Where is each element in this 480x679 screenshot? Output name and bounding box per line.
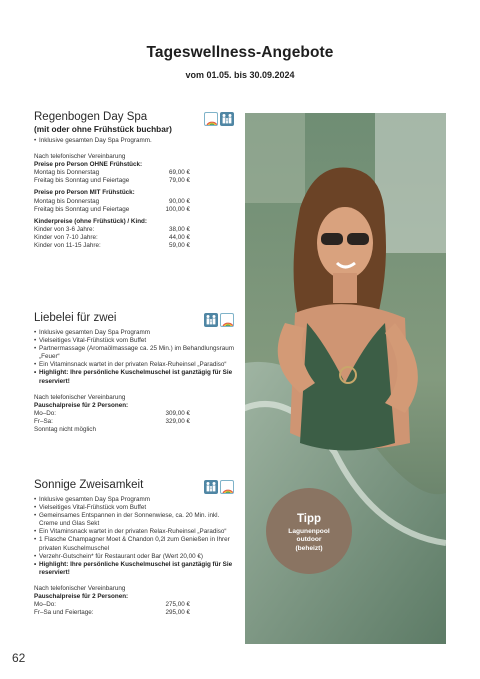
family-icon (204, 480, 218, 494)
section-title: Sonnige Zweisamkeit (34, 479, 144, 491)
price-row: Montag bis Donnerstag 69,00 € (34, 169, 190, 177)
list-item: • Inklusive gesamten Day Spa Programm. (34, 137, 234, 145)
section-title: Liebelei für zwei (34, 312, 117, 324)
tipp-title: Tipp (296, 513, 322, 525)
price-row: Kinder von 11-15 Jahre: 59,00 € (34, 242, 190, 250)
booking-note: Nach telefonischer Vereinbarung (34, 153, 126, 161)
list-item-highlight: • Highlight: Ihre persönliche Kuschelmuschel ist ganztägig für Sie reserviert! (34, 561, 234, 577)
list-item: • Vielseitiges Vital-Frühstück vom Buffet (34, 337, 234, 345)
rainbow-icon (220, 480, 234, 494)
section-icons (204, 112, 234, 126)
feature-list (34, 137, 234, 145)
tipp-badge (266, 488, 352, 574)
list-item: • Verzehr-Gutschein* für Restaurant oder Bar (Wert 20,00 €) (34, 553, 234, 561)
price-heading: Preise pro Person OHNE Frühstück: (34, 161, 143, 169)
family-icon (204, 313, 218, 327)
section-sonnige-zweisamkeit (34, 479, 234, 617)
list-item: • Inklusive gesamten Day Spa Programm (34, 496, 234, 504)
list-item: • Partnermassage (Aromaölmassage ca. 25 Min.) im Behandlungsraum „Feuer“ (34, 345, 234, 361)
rainbow-icon (220, 313, 234, 327)
price-row: Fr–Sa: 329,00 € (34, 417, 190, 425)
price-heading: Kinderpreise (ohne Frühstück) / Kind: (34, 217, 148, 225)
section-icons (204, 313, 234, 327)
section-liebelei-fuer-zwei (34, 312, 234, 434)
booking-note: Nach telefonischer Vereinbarung (34, 584, 126, 592)
page-number: 62 (12, 651, 26, 665)
footnote: Sonntag nicht möglich (34, 426, 96, 434)
price-heading: Pauschalpreise für 2 Personen: (34, 593, 129, 601)
price-row: Kinder von 3-6 Jahre: 38,00 € (34, 225, 190, 233)
price-row: Kinder von 7-10 Jahre: 44,00 € (34, 233, 190, 241)
booking-note: Nach telefonischer Vereinbarung (34, 393, 126, 401)
list-item: • Inklusive gesamten Day Spa Programm (34, 329, 234, 337)
tipp-text: Lagunenpool outdoor (beheizt) (288, 528, 330, 552)
section-icons (204, 480, 234, 494)
page-subtitle: vom 01.05. bis 30.09.2024 (185, 70, 295, 80)
price-row: Montag bis Donnerstag 90,00 € (34, 197, 190, 205)
list-item-highlight: • Highlight: Ihre persönliche Kuschelmuschel ist ganztägig für Sie reserviert! (34, 369, 234, 385)
list-item: • Gemeinsames Entspannen in der Sonnenwiese, ca. 20 Min. inkl. Creme und Glas Sekt (34, 512, 234, 528)
price-row: Fr–Sa und Feiertage: 295,00 € (34, 609, 190, 617)
woman-in-spa-lounger-photo (245, 113, 446, 644)
feature-list (34, 496, 234, 577)
price-heading: Pauschalpreise für 2 Personen: (34, 401, 129, 409)
section-subtitle: (mit oder ohne Frühstück buchbar) (34, 124, 172, 134)
price-heading: Preise pro Person MIT Frühstück: (34, 189, 135, 197)
price-row: Freitag bis Sonntag und Feiertage 79,00 € (34, 177, 190, 185)
list-item: • Ein Vitaminsnack wartet in der privaten Relax-Ruheinsel „Paradiso“ (34, 361, 234, 369)
page-title: Tageswellness-Angebote (146, 44, 334, 61)
list-item: • 1 Flasche Champagner Moet & Chandon 0,2l zum Genießen in Ihrer privaten Kuschelmuschel (34, 536, 234, 552)
section-regenbogen-day-spa (34, 111, 234, 250)
section-title: Regenbogen Day Spa (34, 111, 148, 123)
feature-list (34, 329, 234, 386)
list-item: • Ein Vitaminsnack wartet in der privaten Relax-Ruheinsel „Paradiso“ (34, 528, 234, 536)
family-icon (220, 112, 234, 126)
price-row: Mo–Do: 309,00 € (34, 409, 190, 417)
price-row: Freitag bis Sonntag und Feiertage 100,00 € (34, 205, 190, 213)
rainbow-icon (204, 112, 218, 126)
page-header (0, 44, 480, 80)
list-item: • Vielseitiges Vital-Frühstück vom Buffet (34, 504, 234, 512)
price-row: Mo–Do: 275,00 € (34, 601, 190, 609)
